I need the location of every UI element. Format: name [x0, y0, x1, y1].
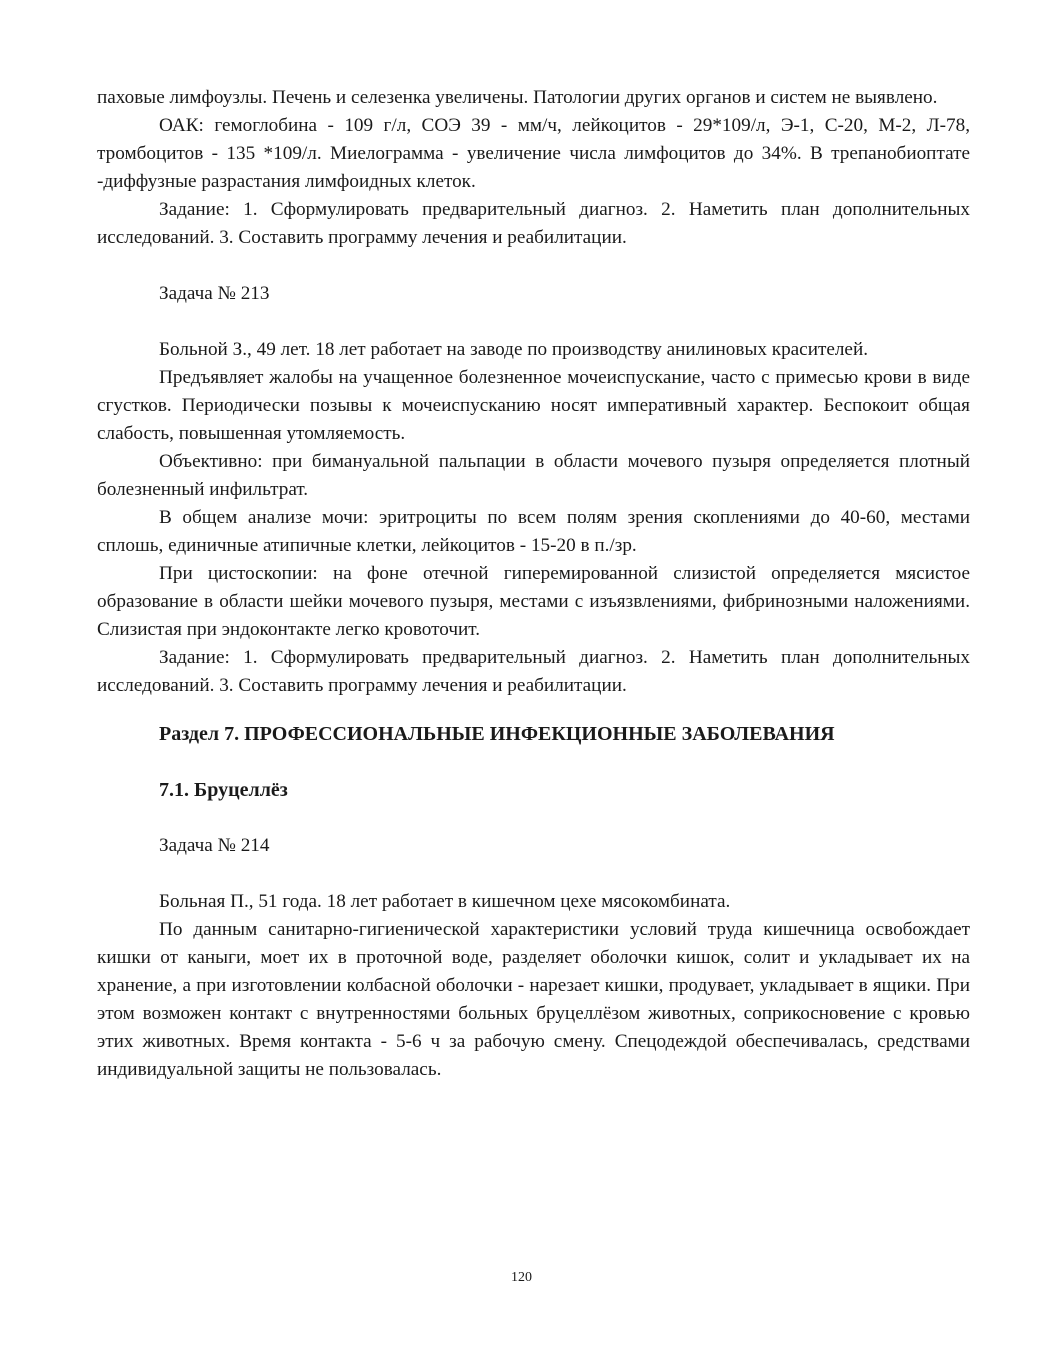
subsection-heading: 7.1. Бруцеллёз: [159, 779, 288, 801]
paragraph: паховые лимфоузлы. Печень и селезенка увеличены. Патологии других органов и систем не выявлено.: [97, 87, 938, 108]
paragraph: При цистоскопии: на фоне отечной гиперемированной слизистой определяется мясистое образование в области шейки мочевого пузыря, местами с изъязвлениями, фибринозными наложениями. Слизистая при эндоконтакте легко кровоточит.: [97, 563, 970, 640]
document-page: [97, 84, 970, 1084]
paragraph: Задание: 1. Сформулировать предварительный диагноз. 2. Наметить план дополнительных исследований. 3. Составить программу лечения и реабилитации.: [97, 647, 970, 696]
section-heading: Раздел 7. ПРОФЕССИОНАЛЬНЫЕ ИНФЕКЦИОННЫЕ ЗАБОЛЕВАНИЯ: [159, 723, 835, 745]
task-title: Задача № 213: [159, 283, 270, 304]
paragraph: Предъявляет жалобы на учащенное болезненное мочеиспускание, часто с примесью крови в виде сгустков. Периодически позывы к мочеиспусканию носят императивный характер. Беспокоит общая слабость, повышенная утомляемость.: [97, 367, 970, 444]
paragraph: ОАК: гемоглобина - 109 г/л, СОЭ 39 - мм/ч, лейкоцитов - 29*109/л, Э-1, С-20, М-2, Л-78, тромбоцитов - 135 *109/л. Миелограмма - увеличение числа лимфоцитов до 34%. В трепанобиоптате -диффузные разрастания лимфоидных клеток.: [97, 115, 970, 192]
paragraph: Больной З., 49 лет. 18 лет работает на заводе по производству анилиновых красителей.: [159, 339, 869, 360]
page-number: 120: [511, 1270, 532, 1285]
paragraph: По данным санитарно-гигиенической характеристики условий труда кишечница освобождает кишки от каныги, моет их в проточной воде, разделяет оболочки кишок, солит и укладывает их на хранение, а при изготовлении колбасной оболочки - нарезает кишки, продувает, укладывает в ящики. При этом возможен контакт с внутренностями больных бруцеллёзом животных, соприкосновение с кровью этих животных. Время контакта - 5-6 ч за рабочую смену. Спецодеждой обеспечивалась, средствами индивидуальной защиты не пользовалась.: [97, 919, 970, 1080]
task-title: Задача № 214: [159, 835, 270, 856]
paragraph: В общем анализе мочи: эритроциты по всем полям зрения скоплениями до 40-60, местами сплошь, единичные атипичные клетки, лейкоцитов - 15-20 в п./зр.: [97, 507, 970, 556]
paragraph: Объективно: при бимануальной пальпации в области мочевого пузыря определяется плотный болезненный инфильтрат.: [97, 451, 970, 500]
paragraph: Задание: 1. Сформулировать предварительный диагноз. 2. Наметить план дополнительных исследований. 3. Составить программу лечения и реабилитации.: [97, 199, 970, 248]
paragraph: Больная П., 51 года. 18 лет работает в кишечном цехе мясокомбината.: [159, 891, 731, 912]
